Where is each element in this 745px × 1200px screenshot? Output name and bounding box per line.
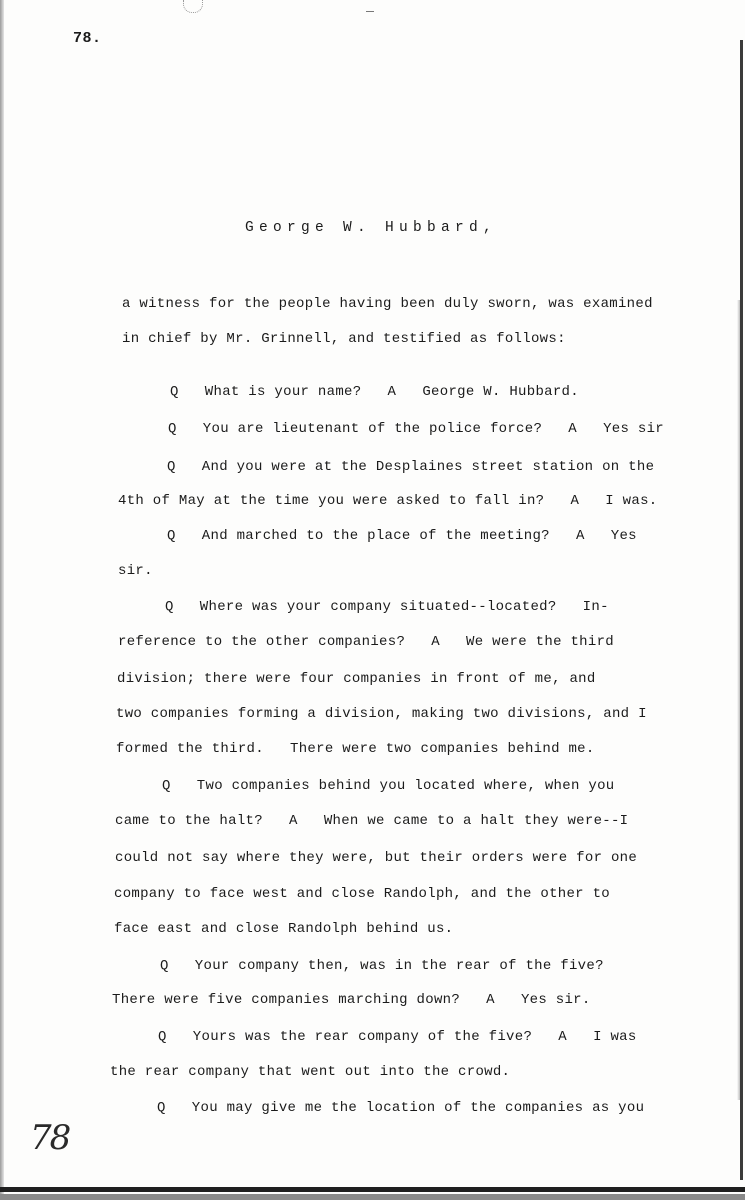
transcript-line: two companies forming a division, making two divisions, and I <box>116 706 647 722</box>
scan-edge-bottom-shadow <box>0 1194 745 1200</box>
handwritten-page-number: 78 <box>30 1118 70 1158</box>
transcript-line: Q What is your name? A George W. Hubbard. <box>170 384 579 400</box>
transcript-line: There were five companies marching down? A Yes sir. <box>112 992 591 1008</box>
transcript-line: came to the halt? A When we came to a halt they were--I <box>115 813 629 829</box>
page-number: 78. <box>73 30 102 47</box>
transcript-line: in chief by Mr. Grinnell, and testified as follows: <box>122 331 566 347</box>
scan-edge-left <box>0 0 4 1200</box>
transcript-line: 4th of May at the time you were asked to fall in? A I was. <box>118 493 658 509</box>
punch-hole-mark <box>183 0 203 13</box>
transcript-line: company to face west and close Randolph, and the other to <box>114 886 610 902</box>
transcript-line: sir. <box>118 563 153 579</box>
transcript-line: Q Your company then, was in the rear of the five? <box>160 958 604 974</box>
pencil-mark <box>366 11 374 12</box>
transcript-line: Q Where was your company situated--located? In- <box>165 599 609 615</box>
transcript-line: Q And you were at the Desplaines street station on the <box>167 459 655 475</box>
transcript-line: Q And marched to the place of the meeting? A Yes <box>167 528 637 544</box>
transcript-line: division; there were four companies in front of me, and <box>117 671 596 687</box>
transcript-line: face east and close Randolph behind us. <box>114 921 454 937</box>
transcript-line: a witness for the people having been duly sworn, was examined <box>122 296 653 312</box>
scan-edge-right <box>740 40 743 1180</box>
transcript-line: Q You are lieutenant of the police force? A Yes sir <box>168 421 664 437</box>
transcript-line: formed the third. There were two companies behind me. <box>116 741 595 757</box>
scan-edge-bottom <box>0 1187 745 1192</box>
transcript-line: could not say where they were, but their orders were for one <box>115 850 638 866</box>
witness-heading: George W. Hubbard, <box>245 220 498 236</box>
transcript-line: Q Two companies behind you located where, when you <box>162 778 615 794</box>
scan-edge-right-shadow <box>737 300 740 1100</box>
transcript-line: Q Yours was the rear company of the five? A I was <box>158 1029 637 1045</box>
transcript-line: reference to the other companies? A We were the third <box>118 634 614 650</box>
transcript-line: Q You may give me the location of the companies as you <box>157 1100 645 1116</box>
transcript-line: the rear company that went out into the crowd. <box>110 1064 511 1080</box>
